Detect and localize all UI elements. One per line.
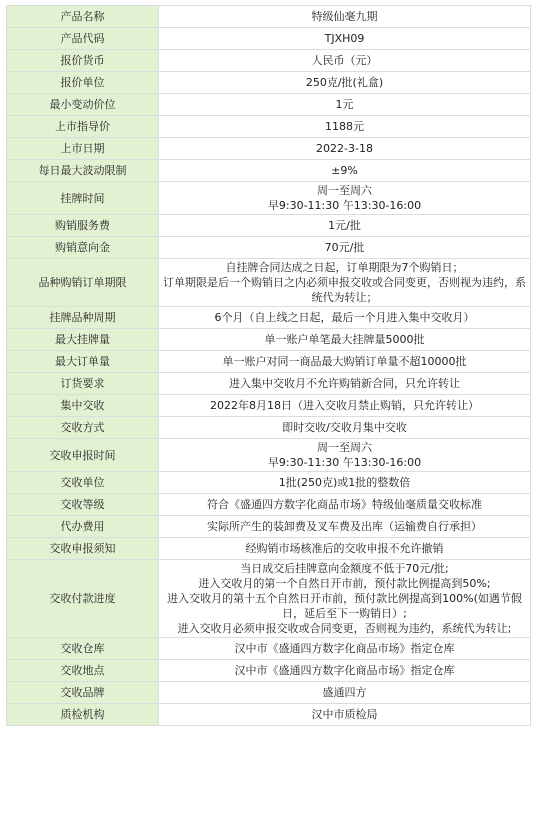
row-value — [159, 494, 531, 516]
row-label: 代办费用 — [7, 516, 159, 538]
row-label: 交收申报时间 — [7, 439, 159, 472]
row-value-line: 早9:30-11:30 午13:30-16:00 — [267, 199, 422, 212]
row-value — [159, 138, 531, 160]
table-row — [7, 28, 531, 50]
row-value — [159, 116, 531, 138]
row-value-line: 当日成交后挂牌意向金额度不低于70元/批; — [240, 562, 449, 575]
product-spec-table-wrapper — [6, 5, 531, 726]
row-label: 报价单位 — [7, 72, 159, 94]
row-value — [159, 660, 531, 682]
row-label: 每日最大波动限制 — [7, 160, 159, 182]
table-row — [7, 6, 531, 28]
row-value-line: 进入交收月的第十五个自然日开市前，预付款比例提高到100%(如遇节假日，延后至下一购销日）; — [167, 592, 522, 620]
row-value — [159, 682, 531, 704]
row-value-line: 1元/批 — [328, 219, 361, 232]
table-row — [7, 704, 531, 726]
row-value — [159, 395, 531, 417]
product-spec-table-body — [7, 6, 531, 726]
row-value — [159, 182, 531, 215]
row-value — [159, 351, 531, 373]
row-value — [159, 439, 531, 472]
row-label: 最大订单量 — [7, 351, 159, 373]
row-label: 交收单位 — [7, 472, 159, 494]
row-label: 质检机构 — [7, 704, 159, 726]
row-label: 上市指导价 — [7, 116, 159, 138]
row-label: 产品代码 — [7, 28, 159, 50]
row-label: 上市日期 — [7, 138, 159, 160]
table-row — [7, 116, 531, 138]
row-value-line: 进入交收月的第一个自然日开市前，预付款比例提高到50%; — [198, 577, 491, 590]
row-label: 集中交收 — [7, 395, 159, 417]
row-value — [159, 638, 531, 660]
row-label: 产品名称 — [7, 6, 159, 28]
row-value-line: 符合《盛通四方数字化商品市场》特级仙毫质量交收标准 — [207, 498, 482, 511]
row-value — [159, 560, 531, 638]
row-value-line: 汉中市《盛通四方数字化商品市场》指定仓库 — [234, 664, 455, 677]
row-value-line: 单一账户单笔最大挂牌量5000批 — [264, 333, 425, 346]
row-value-line: 汉中市《盛通四方数字化商品市场》指定仓库 — [234, 642, 455, 655]
row-value-line: 周一至周六 — [317, 184, 372, 197]
row-value — [159, 516, 531, 538]
row-value-line: 2022年8月18日（进入交收月禁止购销，只允许转让） — [210, 399, 479, 412]
row-label: 交收等级 — [7, 494, 159, 516]
table-row — [7, 351, 531, 373]
row-value-line: 70元/批 — [324, 241, 365, 254]
table-row — [7, 215, 531, 237]
table-row — [7, 237, 531, 259]
row-label: 最大挂牌量 — [7, 329, 159, 351]
row-value-line: ±9% — [331, 164, 358, 177]
row-value — [159, 215, 531, 237]
row-value-line: 进入交收月必须申报交收或合同变更，否则视为违约，系统代为转让; — [177, 622, 512, 635]
table-row — [7, 160, 531, 182]
table-row — [7, 182, 531, 215]
row-value-line: 单一账户对同一商品最大购销订单量不超10000批 — [222, 355, 467, 368]
table-row — [7, 259, 531, 307]
row-value-line: 250克/批(礼盒) — [305, 76, 384, 89]
product-spec-table — [6, 5, 531, 726]
table-row — [7, 538, 531, 560]
row-label: 交收方式 — [7, 417, 159, 439]
row-value — [159, 373, 531, 395]
row-value-line: 人民币（元） — [311, 54, 378, 67]
row-value — [159, 50, 531, 72]
row-value — [159, 160, 531, 182]
table-row — [7, 560, 531, 638]
row-value — [159, 6, 531, 28]
table-row — [7, 94, 531, 116]
table-row — [7, 494, 531, 516]
row-label: 交收付款进度 — [7, 560, 159, 638]
row-value-line: 实际所产生的装卸费及叉车费及出库（运输费自行承担） — [207, 520, 482, 533]
table-row — [7, 50, 531, 72]
row-value-line: 汉中市质检局 — [311, 708, 378, 721]
table-row — [7, 682, 531, 704]
row-label: 最小变动价位 — [7, 94, 159, 116]
row-value — [159, 307, 531, 329]
table-row — [7, 472, 531, 494]
row-label: 购销服务费 — [7, 215, 159, 237]
row-label: 挂牌品种周期 — [7, 307, 159, 329]
table-row — [7, 329, 531, 351]
table-row — [7, 395, 531, 417]
row-label: 交收仓库 — [7, 638, 159, 660]
row-value-line: 进入集中交收月不允许购销新合同，只允许转让 — [229, 377, 460, 390]
table-row — [7, 138, 531, 160]
table-row — [7, 72, 531, 94]
table-row — [7, 417, 531, 439]
row-value-line: 自挂牌合同达成之日起，订单期限为7个购销日； — [225, 261, 464, 274]
row-value-line: 即时交收/交收月集中交收 — [282, 421, 407, 434]
row-value — [159, 417, 531, 439]
row-value-line: 特级仙毫九期 — [311, 10, 378, 23]
table-row — [7, 307, 531, 329]
table-row — [7, 638, 531, 660]
row-value-line: TJXH09 — [324, 32, 365, 45]
row-value — [159, 538, 531, 560]
table-row — [7, 660, 531, 682]
row-label: 购销意向金 — [7, 237, 159, 259]
table-row — [7, 516, 531, 538]
row-value — [159, 94, 531, 116]
row-value — [159, 237, 531, 259]
row-value — [159, 259, 531, 307]
row-value-line: 订单期限是后一个购销日之内必须申报交收或合同变更，否则视为违约，系统代为转让； — [163, 276, 526, 304]
table-row — [7, 373, 531, 395]
row-value-line: 经购销市场核准后的交收申报不允许撤销 — [245, 542, 444, 555]
table-row — [7, 439, 531, 472]
row-value-line: 早9:30-11:30 午13:30-16:00 — [267, 456, 422, 469]
row-value-line: 6个月（自上线之日起，最后一个月进入集中交收月） — [214, 311, 475, 324]
row-label: 交收申报须知 — [7, 538, 159, 560]
row-label: 品种购销订单期限 — [7, 259, 159, 307]
row-value-line: 2022-3-18 — [316, 142, 373, 155]
row-label: 挂牌时间 — [7, 182, 159, 215]
row-value-line: 1188元 — [325, 120, 364, 133]
row-value — [159, 704, 531, 726]
row-value-line: 盛通四方 — [322, 686, 367, 699]
row-value — [159, 329, 531, 351]
row-label: 交收地点 — [7, 660, 159, 682]
row-value-line: 1元 — [335, 98, 354, 111]
row-label: 订货要求 — [7, 373, 159, 395]
row-value-line: 1批(250克)或1批的整数倍 — [278, 476, 411, 489]
row-label: 报价货币 — [7, 50, 159, 72]
row-value — [159, 72, 531, 94]
row-label: 交收品牌 — [7, 682, 159, 704]
row-value — [159, 28, 531, 50]
row-value-line: 周一至周六 — [317, 441, 372, 454]
row-value — [159, 472, 531, 494]
